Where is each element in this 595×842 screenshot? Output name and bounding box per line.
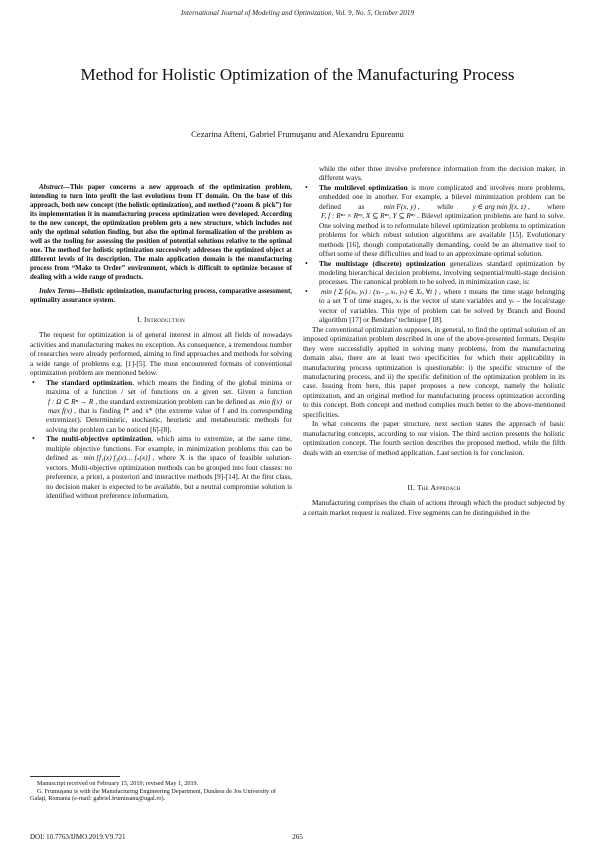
right-column (303, 164, 565, 517)
list-item-multilevel-optimization: • The multilevel optimization is more complicated and involves more problems, embedded one in another. For example, a bilevel minimization problem can be defined as min F(x, y) , while y ∈ arg min f(x, z) , where F, f : Rⁿˣ × Rⁿʸ, X ⊆ Rⁿˣ, Y ⊆ Rⁿʸ . Bilevel optimization problems are hard to solve. One solving method is to reformulate bilevel optimization problems to optimization problems for which robust solution algorithms are available [15]. Evolutionary methods [16], though computationally demanding, could be an alternative tool to offset some of these difficulties and lead to an approximate optimal solution. (303, 183, 565, 259)
author-list: Cezarina Afteni, Gabriel Frumuşanu and Alexandru Epureanu (191, 129, 404, 139)
abstract-lead: Abstract (39, 183, 63, 191)
formula: y ∈ arg min f(x, z) (472, 201, 526, 211)
optimization-formats-list (30, 378, 292, 501)
intro-paragraph: The request for optimization is of general interest in almost all fields of nowadays activities and manufacturing makes no exception. As consequence, a tremendous number of researches were already performed, aiming to find approaches and methods for solving a wide range of problems e.g. [1]-[5]. The most encountered formats of conventional optimization problem are mentioned below. (30, 330, 292, 378)
formula: min [f₁(x) f₂(x)… fₙ(x)] (83, 453, 151, 463)
footnote-divider (30, 776, 120, 777)
doi: DOI: 10.7763/IJMO.2019.V9.721 (30, 833, 126, 841)
formula: max f(x) (48, 406, 73, 416)
footnotes (30, 780, 292, 803)
continued-text: while the other three involve preference information from the decision maker, in different ways. (319, 164, 565, 183)
paper-title: Method for Holistic Optimization of the Manufacturing Process (80, 65, 515, 84)
index-terms-lead: Index Terms (39, 287, 75, 296)
list-item-multistage-formula: • min { Σ fₜ(xₜ, yₜ) : (xₜ₋₁, xₜ, yₜ) ∈ Xₜ, ∀t } , where t means the time stage belonging to a set T of time stages, xₜ is the vector of state variables and yₜ – the local/stage vector of variables. This type of problem can be solved by Branch and Bound algorithm [17] or Benders’ technique [18]. (303, 287, 565, 325)
formula: min f(x) (259, 396, 283, 406)
list-item-multistage-optimization: • The multistage (discrete) optimization generalizes standard optimization by modeling hierarchical decision problems, involving sequential/multi-stage decision processes. The canonical problem to be solved, in minimization case, is: (303, 259, 565, 287)
formula: min F(x, y) (383, 201, 416, 211)
abstract (30, 183, 292, 281)
section-heading-approach: II. The Approach (407, 483, 461, 493)
footnote: Manuscript received on February 15, 2019; revised May 1, 2019. (37, 780, 199, 787)
left-column (30, 183, 292, 501)
body-paragraph: In what concerns the paper structure, next section states the approach of basic manufacturing concepts, according to our vision. The third section presents the holistic optimization concept. The fourth section describes the proposed method, while the fifth deals with an exercise of method application. Last section is for conclusion. (303, 419, 565, 457)
list-item-multi-objective-optimization: • The multi-objective optimization, which aims to extremize, at the same time, multiple objective functions. For example, in minimization problems this can be defined as min [f₁(x) f₂(x)… fₙ(x)] , where X is the space of feasible solution-vectors. Multi-objective optimization methods can be grouped into four classes: no preference, a priori, a posteriori and interactive methods [9]-[14]. At the first class, no decision maker is expected to be available, but a neutral compromise solution is identified without preference information, (30, 434, 292, 500)
page-number: 265 (292, 833, 303, 841)
formula: min { Σ fₜ(xₜ, yₜ) : (xₜ₋₁, xₜ, yₜ) ∈ Xₜ, ∀t } (321, 286, 437, 296)
index-terms (30, 287, 292, 305)
index-terms-text: —Holistic optimization, manufacturing process, comparative assessment, optimality assurance system. (30, 287, 292, 305)
formula: f : Ω ⊂ Rⁿ → R (48, 396, 94, 406)
journal-header: International Journal of Modeling and Optimization, Vol. 9, No. 5, October 2019 (180, 9, 415, 17)
section-heading-introduction: I. Introduction (137, 315, 185, 325)
footnote: G. Frumuşanu is with the Manufacturing Engineering Department, Dunărea de Jos University of Galaţi, Romania (e-mail: gabriel.frumusanu@ugal.ro). (30, 787, 276, 803)
formula: F, f : Rⁿˣ × Rⁿʸ, X ⊆ Rⁿˣ, Y ⊆ Rⁿʸ (321, 211, 416, 221)
body-paragraph: The conventional optimization supposes, in general, to find the optimal solution of an imposed optimization problem described in one of the above-presented formats. Despite they were successfully applied in solving many problems, from the manufacturing domain also, there are at least two specificities for which their applicability in manufacturing process optimization is questionable: i) the specific structure of the manufacturing process, and ii) the specific definition of the optimization problem in its case. Issuing from here, this paper proposes a new concept, namely the holistic optimization, and an original method for manufacturing process optimization according to this concept. Both concept and method complies much better to the above-mentioned specificities. (303, 324, 565, 419)
list-item-standard-optimization: • The standard optimization, which means the finding of the global minima or maxima of a function / set of functions on a given set. Given a function f : Ω ⊂ Rⁿ → R , the standard extremization problem can be defined as min f(x) or max f(x) , that is finding f* and x* (the extreme value of f and its corresponding extremizer). Deterministic, stochastic, heuristic and metaheuristic methods for solving the problem can be noticed [6]-[8]. (30, 378, 292, 435)
abstract-text: —This paper concerns a new approach of the optimization problem, intending to turn into profit the last evolutions from IT domain. On the base of this approach, both new concept (the holistic optimization), and method (“zoom & pick”) for its implementation it in manufacturing process optimization were developed. According to the new concept, the optimization problem gets a new structure, which includes not only the optimal solution finding, but also the optimal formalization of the problem as well as the tooling for assessing the position of potential solutions relative to the optimal one. The method for holistic optimization successively addresses the optimized object at different levels of its description. The main application domain is the manufacturing process from “Make to Order” environment, which is difficult to optimize because of dealing with a wide range of products. (30, 183, 292, 281)
optimization-formats-list-continued (303, 183, 565, 325)
body-paragraph: Manufacturing comprises the chain of actions through which the product subjected by a certain market request is realized. Five segments can be distinguished in the (303, 498, 565, 517)
